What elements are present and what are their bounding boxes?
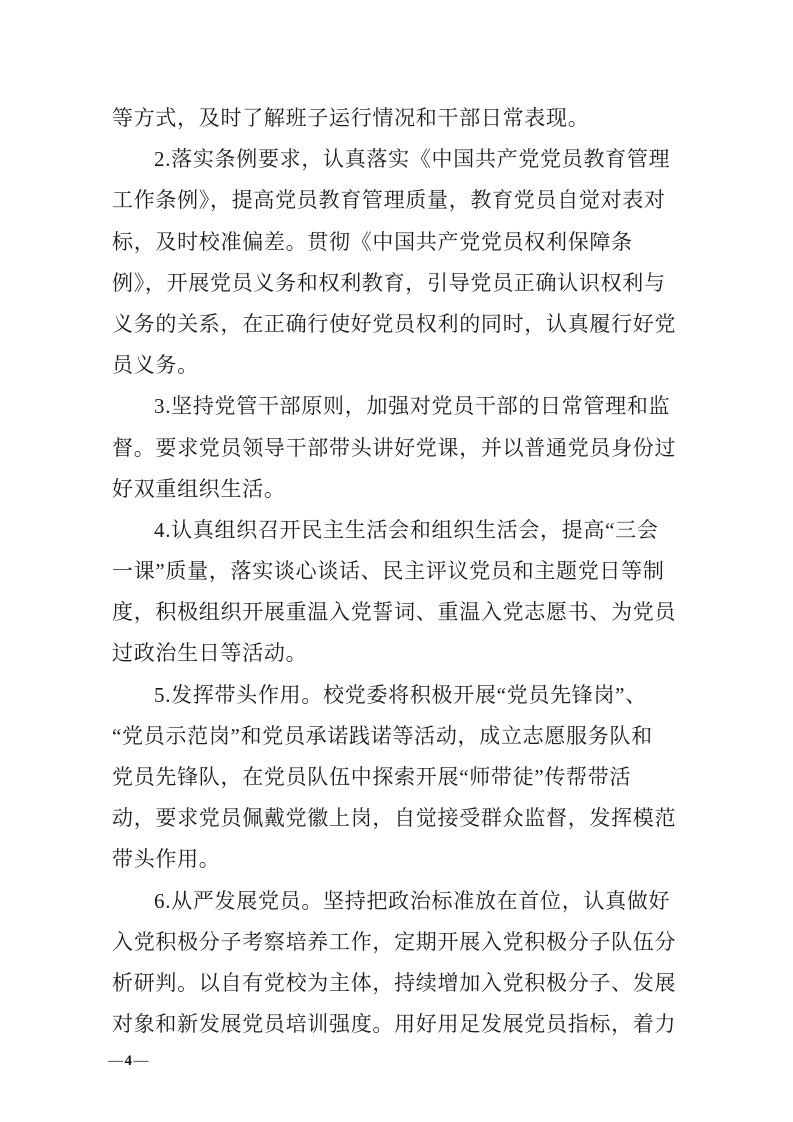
text-line: 例》，开展党员义务和权利教育，引导党员正确认识权利与: [112, 270, 666, 295]
paragraph-start-line: 4.认真组织召开民主生活会和组织生活会，提高“三会: [154, 517, 659, 542]
text-line: 入党积极分子考察培养工作，定期开展入党积极分子队伍分: [112, 929, 677, 954]
page-number-right-dash: —: [133, 1053, 149, 1069]
text-line: 过政治生日等活动。: [112, 641, 308, 666]
text-line: 义务的关系，在正确行使好党员权利的同时，认真履行好党: [112, 311, 677, 336]
text-line: 动，要求党员佩戴党徽上岗，自觉接受群众监督，发挥模范: [112, 806, 677, 831]
text-line: 等方式，及时了解班子运行情况和干部日常表现。: [112, 106, 590, 130]
text-line: “党员示范岗”和党员承诺践诺等活动，成立志愿服务队和: [112, 723, 653, 748]
text-line: 员义务。: [112, 353, 199, 378]
text-line: 带头作用。: [112, 847, 221, 872]
page-number: [108, 1051, 149, 1071]
paragraph-start-line: 6.从严发展党员。坚持把政治标准放在首位，认真做好: [154, 888, 671, 913]
page-number-value: 4: [124, 1053, 133, 1069]
text-line: 析研判。以自有党校为主体，持续增加入党积极分子、发展: [112, 970, 677, 995]
text-line: 督。要求党员领导干部带头讲好党课，并以普通党员身份过: [112, 435, 677, 460]
paragraph-start-line: 3.坚持党管干部原则，加强对党员干部的日常管理和监: [154, 394, 671, 419]
text-line: 标，及时校准偏差。贯彻《中国共产党党员权利保障条: [112, 229, 633, 254]
paragraph-start-line: 2.落实条例要求，认真落实《中国共产党党员教育管理: [154, 147, 671, 172]
text-line: 度，积极组织开展重温入党誓词、重温入党志愿书、为党员: [112, 600, 677, 625]
text-line: 一课”质量，落实谈心谈话、民主评议党员和主题党日等制: [112, 559, 665, 584]
document-body-text: [112, 98, 675, 1045]
paragraph-start-line: 5.发挥带头作用。校党委将积极开展“党员先锋岗”、: [154, 682, 647, 707]
text-line: 工作条例》，提高党员教育管理质量，教育党员自觉对表对: [112, 188, 666, 213]
text-line: 好双重组织生活。: [112, 476, 286, 501]
text-line: 党员先锋队，在党员队伍中探索开展“师带徒”传帮带活: [112, 765, 632, 789]
page-number-left-dash: —: [108, 1053, 124, 1069]
text-line: 对象和新发展党员培训强度。用好用足发展党员指标，着力: [112, 1012, 677, 1037]
